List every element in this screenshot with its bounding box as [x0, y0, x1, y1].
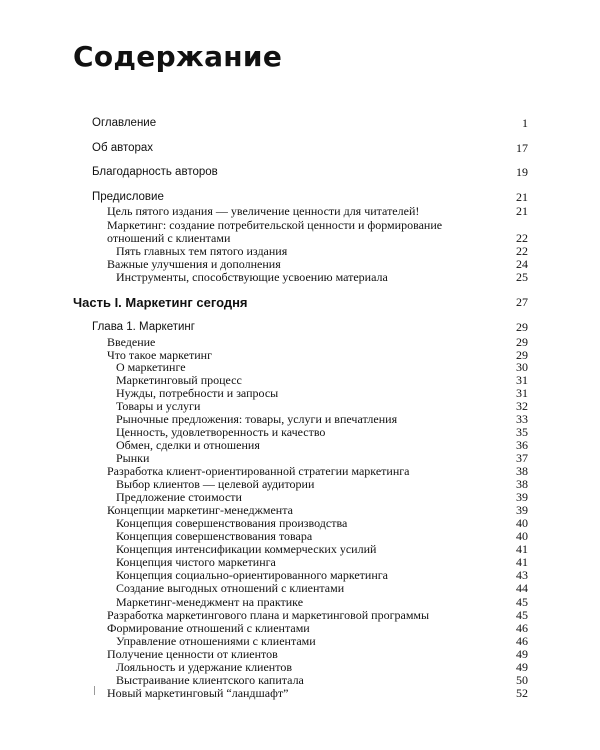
toc-entry-page: 41: [516, 555, 528, 569]
toc-entry-title: Об авторах: [92, 142, 154, 154]
toc-entry-title: Предисловие: [92, 191, 164, 203]
toc-entry-title: Концепция интенсификации коммерческих усилий: [116, 542, 377, 556]
toc-entry-title: Выбор клиентов — целевой аудитории: [116, 477, 315, 491]
toc-entry-title: Разработка клиент-ориентированной стратегии маркетинга: [107, 464, 410, 478]
toc-entry-page: 31: [516, 373, 528, 387]
toc-entry-page: 38: [516, 477, 528, 491]
toc-entry-title: отношений с клиентами: [107, 231, 231, 245]
toc-entry-title: Концепция социально-ориентированного маркетинга: [116, 568, 389, 582]
toc-entry-page: 49: [516, 660, 528, 674]
toc-entry-page: 19: [516, 165, 528, 179]
toc-entry-page: 22: [516, 231, 528, 245]
toc-entry-title: Введение: [107, 335, 156, 349]
toc-entry-page: 37: [516, 451, 528, 465]
toc-entry-title: Концепция чистого маркетинга: [116, 555, 276, 569]
toc-entry-page: 40: [516, 529, 528, 543]
toc-entry-page: 33: [516, 412, 528, 426]
toc-entry-title: Инструменты, способствующие усвоению материала: [116, 270, 388, 284]
toc-entry-title: Лояльность и удержание клиентов: [116, 660, 292, 674]
toc-entry-page: 35: [516, 425, 528, 439]
toc-entry-title: Пять главных тем пятого издания: [116, 244, 288, 258]
toc-entry-page: 21: [516, 204, 528, 218]
toc-entry-page: 41: [516, 542, 528, 556]
toc-entry-page: 25: [516, 270, 528, 284]
toc-entry-page: 22: [516, 244, 528, 258]
toc-entry-title: Концепция совершенствования товара: [116, 529, 313, 543]
toc-entry-title: Рынки: [116, 451, 150, 465]
toc-entry-page: 46: [516, 621, 528, 635]
toc-entry-title: Выстраивание клиентского капитала: [116, 673, 304, 687]
toc-entry-title: Получение ценности от клиентов: [107, 647, 278, 661]
toc-entry-page: 39: [516, 503, 528, 517]
toc-entry-title: Управление отношениями с клиентами: [116, 634, 316, 648]
toc-entry-page: 43: [516, 568, 528, 582]
toc-entry-title: Маркетинг: создание потребительской ценности и формирование: [107, 218, 443, 232]
toc-entry-title: Ценность, удовлетворенность и качество: [116, 425, 326, 439]
toc-entry-title: Формирование отношений с клиентами: [107, 621, 310, 635]
toc-entry-page: 29: [516, 320, 528, 334]
toc-entry-title: Создание выгодных отношений с клиентами: [116, 581, 345, 595]
toc-entry-page: 38: [516, 464, 528, 478]
toc-entry-page: 1: [522, 116, 528, 130]
toc-entry-title: О маркетинге: [116, 360, 186, 374]
toc-entry-page: 24: [516, 257, 528, 271]
toc-entry-title: Обмен, сделки и отношения: [116, 438, 260, 452]
toc-entry-page: 39: [516, 490, 528, 504]
toc-entry-title: Рыночные предложения: товары, услуги и впечатления: [116, 412, 398, 426]
toc-entry-page: 36: [516, 438, 528, 452]
toc-entry-title: Что такое маркетинг: [107, 348, 212, 362]
toc-entry-title: Благодарность авторов: [92, 166, 218, 178]
toc-entry-title: Товары и услуги: [116, 399, 201, 413]
toc-entry-title: Новый маркетинговый “ландшафт”: [107, 686, 289, 700]
toc-entry-page: 50: [516, 673, 528, 687]
toc-part-title: Часть I. Маркетинг сегодня: [73, 295, 248, 310]
toc-entry-title: Цель пятого издания — увеличение ценности для читателей!: [107, 204, 420, 218]
toc-entry-page: 29: [516, 348, 528, 362]
toc-entry-page: 31: [516, 386, 528, 400]
margin-mark: [94, 686, 95, 695]
toc-entry-page: 45: [516, 608, 528, 622]
toc-entry-page: 29: [516, 335, 528, 349]
toc-entry-title: Оглавление: [92, 117, 157, 129]
page-title: Содержание: [73, 40, 283, 73]
toc-entry-page: 52: [516, 686, 528, 700]
toc-entry-page: 45: [516, 595, 528, 609]
toc-entry-page: 49: [516, 647, 528, 661]
toc-chapter-title: Глава 1. Маркетинг: [92, 321, 195, 333]
toc-entry-page: 40: [516, 516, 528, 530]
toc-entry-title: Нужды, потребности и запросы: [116, 386, 279, 400]
toc-entry-title: Разработка маркетингового плана и маркетинговой программы: [107, 608, 430, 622]
toc-entry-page: 30: [516, 360, 528, 374]
toc-entry-title: Концепции маркетинг-менеджмента: [107, 503, 293, 517]
toc-entry-title: Маркетинг-менеджмент на практике: [116, 595, 304, 609]
toc-entry-title: Маркетинговый процесс: [116, 373, 242, 387]
toc-entry-page: 27: [516, 295, 528, 309]
toc-entry-page: 46: [516, 634, 528, 648]
toc-entry-title: Предложение стоимости: [116, 490, 242, 504]
toc-entry-page: 44: [516, 581, 528, 595]
toc-entry-title: Важные улучшения и дополнения: [107, 257, 281, 271]
toc-entry-page: 21: [516, 190, 528, 204]
toc-entry-title: Концепция совершенствования производства: [116, 516, 348, 530]
toc-entry-page: 17: [516, 141, 528, 155]
toc-entry-page: 32: [516, 399, 528, 413]
